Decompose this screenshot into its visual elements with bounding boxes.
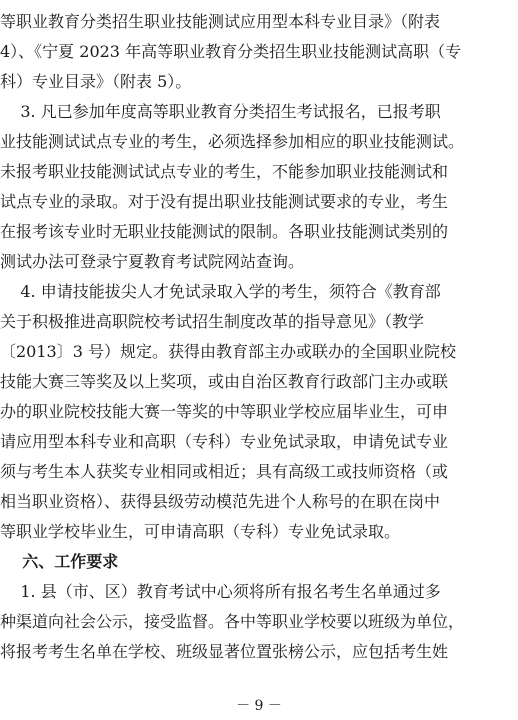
- text-line: 请应用型本科专业和高职（专科）专业免试录取，申请免试专业: [0, 432, 449, 451]
- text-line: 试点专业的录取。对于没有提出职业技能测试要求的专业，考生: [0, 192, 449, 211]
- text-line: 技能大赛三等奖及以上奖项，或由自治区教育行政部门主办或联: [0, 372, 449, 391]
- text-line: 3. 凡已参加年度高等职业教育分类招生考试报名，已报考职: [0, 102, 441, 121]
- text-line: 1. 县（市、区）教育考试中心须将所有报名考生名单通过多: [0, 582, 441, 601]
- text-line: 相当职业资格）、获得县级劳动模范先进个人称号的在职在岗中: [0, 492, 441, 511]
- text-line: 〔2013〕3 号）规定。获得由教育部主办或联办的全国职业院校: [0, 342, 456, 361]
- section-heading: 六、工作要求: [0, 552, 119, 571]
- text-line: 4）、《宁夏 2023 年高等职业教育分类招生职业技能测试高职（专: [0, 42, 462, 61]
- text-line: 未报考职业技能测试试点专业的考生，不能参加职业技能测试和: [0, 162, 449, 181]
- text-line: 等职业教育分类招生职业技能测试应用型本科专业目录》（附表: [0, 12, 441, 31]
- text-line: 4. 申请技能拔尖人才免试录取入学的考生，须符合《教育部: [0, 282, 441, 301]
- text-line: 测试办法可登录宁夏教育考试院网站查询。: [0, 252, 305, 271]
- text-line: 须与考生本人获奖专业相同或相近；具有高级工或技师资格（或: [0, 462, 449, 481]
- text-line: 办的职业院校技能大赛一等奖的中等职业学校应届毕业生，可申: [0, 402, 449, 421]
- text-line: 关于积极推进高职院校考试招生制度改革的指导意见》（教学: [0, 312, 425, 331]
- text-line: 在报考该专业时无职业技能测试的限制。各职业技能测试类别的: [0, 222, 449, 241]
- text-line: 科）专业目录》（附表 5）。: [0, 72, 192, 91]
- text-line: 种渠道向社会公示，接受监督。各中等职业学校要以班级为单位，: [0, 612, 465, 631]
- text-line: 将报考考生名单在学校、班级显著位置张榜公示，应包括考生姓: [0, 642, 449, 661]
- page-number: － 9 －: [236, 698, 282, 714]
- text-line: 等职业学校毕业生，可申请高职（专科）专业免试录取。: [0, 522, 401, 541]
- text-line: 业技能测试试点专业的考生，必须选择参加相应的职业技能测试。: [0, 132, 465, 151]
